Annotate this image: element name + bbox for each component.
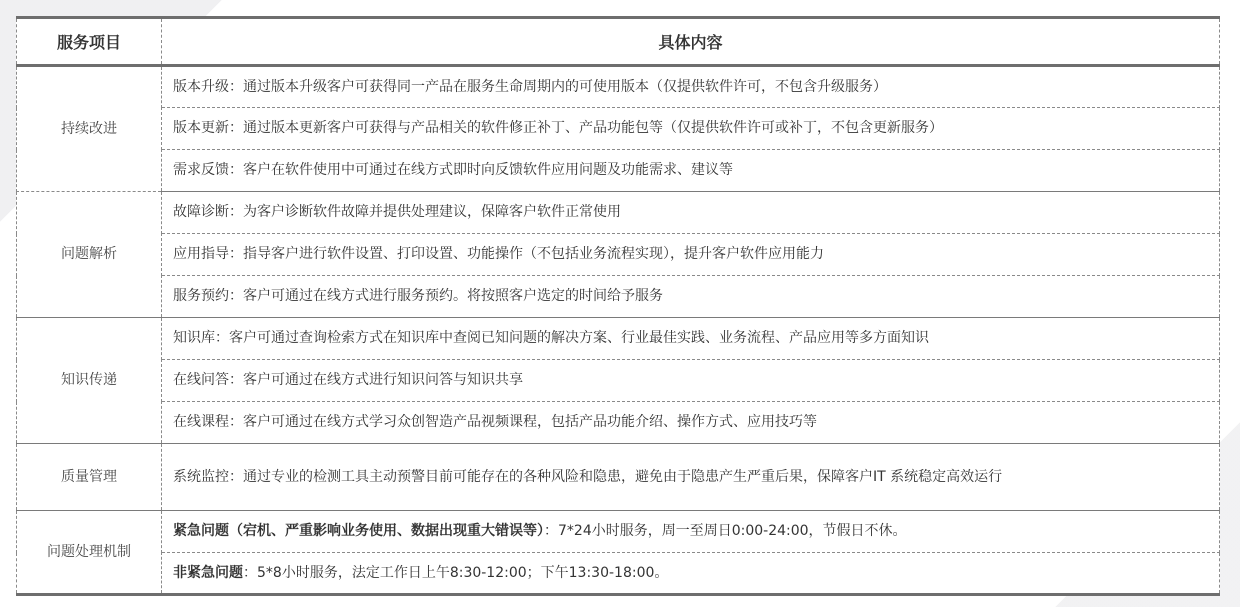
content-cell: 服务预约：客户可通过在线方式进行服务预约。将按照客户选定的时间给予服务 xyxy=(162,276,1220,318)
category-continuous-improvement: 持续改进 xyxy=(17,66,162,192)
header-content: 具体内容 xyxy=(162,18,1220,66)
content-cell: 应用指导：指导客户进行软件设置、打印设置、功能操作（不包括业务流程实现），提升客户软件应用能力 xyxy=(162,234,1220,276)
table-row xyxy=(17,553,1220,595)
table-row xyxy=(17,276,1220,318)
content-cell: 版本升级：通过版本升级客户可获得同一产品在服务生命周期内的可使用版本（仅提供软件许可，不包含升级服务） xyxy=(162,66,1220,108)
content-cell: 需求反馈：客户在软件使用中可通过在线方式即时向反馈软件应用问题及功能需求、建议等 xyxy=(162,150,1220,192)
category-knowledge-transfer: 知识传递 xyxy=(17,318,162,444)
table-row xyxy=(17,192,1220,234)
category-quality-management: 质量管理 xyxy=(17,444,162,511)
table-header-row xyxy=(17,18,1220,66)
urgent-issue-label: 紧急问题（宕机、严重影响业务使用、数据出现重大错误等） xyxy=(173,523,544,540)
table-row xyxy=(17,444,1220,511)
table-row xyxy=(17,66,1220,108)
header-service-item: 服务项目 xyxy=(17,18,162,66)
table-row xyxy=(17,360,1220,402)
table-row xyxy=(17,108,1220,150)
table-row xyxy=(17,150,1220,192)
category-issue-handling: 问题处理机制 xyxy=(17,511,162,595)
content-cell: 在线问答：客户可通过在线方式进行知识问答与知识共享 xyxy=(162,360,1220,402)
content-cell xyxy=(162,553,1220,595)
non-urgent-issue-detail: ：5*8小时服务，法定工作日上午8:30-12:00；下午13:30-18:00。 xyxy=(243,564,669,581)
content-cell: 知识库：客户可通过查询检索方式在知识库中查阅已知问题的解决方案、行业最佳实践、业务流程、产品应用等多方面知识 xyxy=(162,318,1220,360)
content-cell: 在线课程：客户可通过在线方式学习众创智造产品视频课程，包括产品功能介绍、操作方式、应用技巧等 xyxy=(162,402,1220,444)
table-row xyxy=(17,402,1220,444)
urgent-issue-detail: ：7*24小时服务，周一至周日0:00-24:00，节假日不休。 xyxy=(544,523,907,540)
content-cell: 系统监控：通过专业的检测工具主动预警目前可能存在的各种风险和隐患，避免由于隐患产生严重后果，保障客户IT 系统稳定高效运行 xyxy=(162,444,1220,511)
table-row xyxy=(17,511,1220,553)
content-cell: 版本更新：通过版本更新客户可获得与产品相关的软件修正补丁、产品功能包等（仅提供软件许可或补丁，不包含更新服务） xyxy=(162,108,1220,150)
content-cell xyxy=(162,511,1220,553)
table-row xyxy=(17,234,1220,276)
category-problem-analysis: 问题解析 xyxy=(17,192,162,318)
table-row xyxy=(17,318,1220,360)
non-urgent-issue-label: 非紧急问题 xyxy=(173,564,243,581)
content-cell: 故障诊断：为客户诊断软件故障并提供处理建议，保障客户软件正常使用 xyxy=(162,192,1220,234)
service-table xyxy=(16,16,1220,596)
